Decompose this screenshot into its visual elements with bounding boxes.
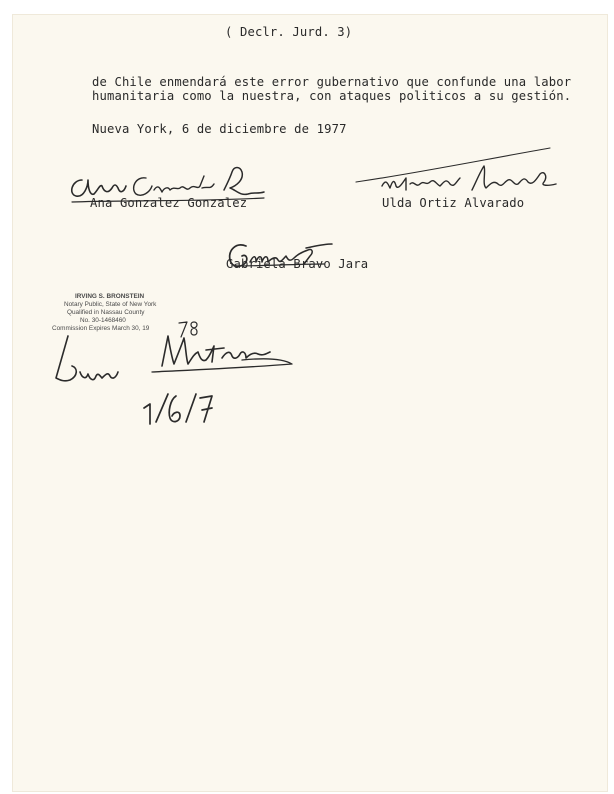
document-page (12, 14, 608, 792)
notary-signature (142, 328, 302, 378)
signatory-name-3: Gabriela Bravo Jara (226, 257, 369, 271)
signatory-name-1: Ana Gonzalez Gonzalez (90, 196, 248, 210)
notary-initials-signature (48, 332, 138, 392)
body-line-1: de Chile enmendará este error gubernativo que confunde una labor (92, 75, 572, 89)
page-reference: ( Declr. Jurd. 3) (225, 25, 353, 39)
handwritten-date (138, 386, 238, 430)
notary-stamp-name: IRVING S. BRONSTEIN (75, 293, 145, 300)
place-date: Nueva York, 6 de diciembre de 1977 (92, 122, 347, 136)
notary-stamp-number: No. 30-1468460 (80, 317, 126, 324)
notary-stamp-expiry: Commission Expires March 30, 19 (52, 325, 150, 332)
notary-stamp-title: Notary Public, State of New York (64, 301, 157, 308)
signatory-name-2: Ulda Ortiz Alvarado (382, 196, 525, 210)
notary-stamp-county: Qualified in Nassau County (67, 309, 145, 316)
body-line-2: humanitaria como la nuestra, con ataques politicos a su gestión. (92, 89, 572, 103)
